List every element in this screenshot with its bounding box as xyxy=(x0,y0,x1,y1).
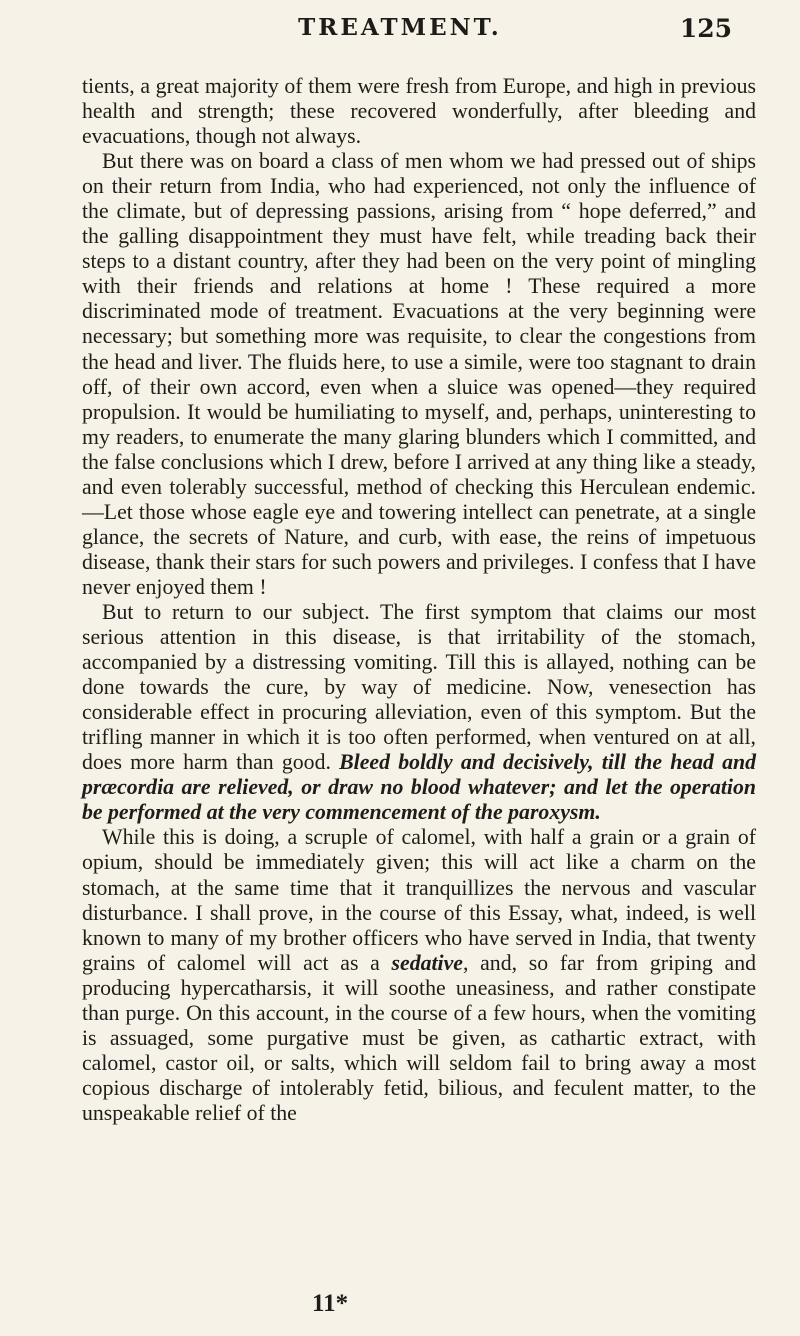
paragraph xyxy=(82,74,756,149)
emphasized-text: Bleed boldly and decisively, till the head and præcordia are relieved, or draw no blood whatever; and let the operation be performed at the very commencement of the paroxysm. xyxy=(82,750,756,825)
paragraph xyxy=(82,149,756,600)
paragraph xyxy=(82,600,756,825)
text-run: tients, a great majority of them were fresh from Europe, and high in previous health and strength; these recovered wonderfully, after bleeding and evacuations, though not always. xyxy=(82,74,756,149)
text-run: , and, so far from griping and producing hypercatharsis, it will soothe uneasiness, and rather constipate than purge. On this account, in the course of a few hours, when the vomiting is assuaged, some purgative must be given, as cathartic extract, with calomel, castor oil, or salts, which will seldom fail to bring away a most copious discharge of intolerably fetid, bilious, and feculent matter, to the unspeakable relief of the xyxy=(82,950,756,1125)
text-run: But there was on board a class of men whom we had pressed out of ships on their return from India, who had experienced, not only the influence of the climate, but of depressing passions, arising from “ hope deferred,” and the galling disappointment they must have felt, while treading back their steps to a distant country, after they had been on the very point of mingling with their friends and relations at home ! These required a more discriminated mode of treatment. Evacuations at the very beginning were necessary; but something more was requisite, to clear the congestions from the head and liver. The fluids here, to use a simile, were too stagnant to drain off, of their own accord, even when a sluice was opened—they required propulsion. It would be humiliating to myself, and, perhaps, uninteresting to my readers, to enumerate the many glaring blunders which I committed, and the false conclusions which I drew, before I arrived at any thing like a steady, and even tolerably successful, method of checking this Herculean endemic.—Let those whose eagle eye and towering intellect can penetrate, at a single glance, the secrets of Nature, and curb, with ease, the reins of impetuous disease, thank their stars for such powers and privileges. I confess that I have never enjoyed them ! xyxy=(82,149,756,599)
emphasized-text: sedative xyxy=(391,950,463,975)
running-head: TREATMENT. xyxy=(298,14,502,41)
paragraph xyxy=(82,825,756,1126)
body-text xyxy=(82,74,756,1126)
text-run: But to return to our subject. The first symptom that claims our most serious attention in this disease, is that irritability of the stomach, accompanied by a distressing vomiting. Till this is allayed, nothing can be done towards the cure, by way of medicine. Now, venesection has considerable effect in procuring alleviation, even of this symptom. But the trifling manner in which it is too often performed, when ventured on at all, does more harm than good. xyxy=(82,599,756,775)
page-number: 125 xyxy=(679,14,732,43)
page-header xyxy=(0,14,800,54)
text-run: While this is doing, a scruple of calomel, with half a grain or a grain of opium, should be immediately given; this will act like a charm on the stomach, at the same time that it tranquillizes the nervous and vascular disturbance. I shall prove, in the course of this Essay, what, indeed, is well known to many of my brother officers who have served in India, that twenty grains of calomel will act as a xyxy=(82,825,756,975)
signature-mark: 11* xyxy=(312,1290,349,1317)
